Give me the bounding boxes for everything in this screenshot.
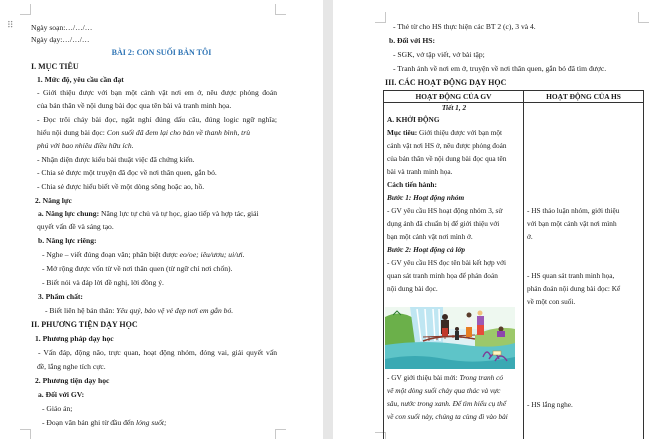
body-line: - Đọc trôi chảy bài đọc, ngắt nghỉ đúng dấu câu, đúng logic ngữ nghĩa; [37,115,277,124]
section-heading-teaching-means: II. PHƯƠNG TIỆN DẠY HỌC [31,320,138,329]
cell-line: - GV yêu cầu HS đọc tên bài kết hợp với [387,258,507,267]
body-line [42,418,167,428]
cell-line: bạn một cảnh vật nơi mình ở. [387,232,473,241]
body-line: - Chia sẻ được hiểu biết về một dòng sông hoặc ao, hồ. [37,182,205,191]
body-text: Năng lực tự chủ và tự học, giao tiếp và hợp tác, giải [99,209,259,218]
body-line: - Giáo án; [42,404,73,413]
body-line: - Giới thiệu được với bạn một cảnh vật nơi em ở, nêu được phỏng đoán [37,88,277,97]
objective-label: Mục tiêu: [387,128,418,137]
body-italic-text: eo/oe; iêu/ươu; ui/ưi. [179,250,245,259]
label-for-students: b. Đối với HS: [389,36,435,45]
cell-line: phán đoán nội dung bài đọc: Kể [527,284,621,293]
body-line: quyết vấn đề và sáng tạo. [37,222,114,231]
cell-line: của bản thân về nội dung bài đọc qua tên [387,154,507,163]
body-line: phú với bao nhiêu điều hữu ích. [37,141,134,150]
body-line: - Tranh ảnh về nơi em ở, truyện về nơi thân quen, gắn bó đã tìm được. [393,64,607,73]
label-specific-competency: b. Năng lực riêng: [38,236,97,245]
cell-line: - HS quan sát tranh minh họa, [527,271,615,280]
margin-crop-mark [275,4,286,15]
cell-line: về con suối này, chúng ta cùng đi vào bài [387,412,508,421]
margin-crop-mark [638,12,649,23]
subheading-requirements: 1. Mức độ, yêu cầu cần đạt [37,75,124,84]
body-line: - Nhận diện được kiểu bài thuật việc đã chứng kiến. [37,155,195,164]
period-label: Tiết 1, 2 [441,103,467,112]
lesson-illustration [385,307,515,369]
body-text: - Nghe – viết đúng đoạn văn; phân biệt được [42,250,180,259]
cell-line: cảnh vật nơi HS ở, nêu được phỏng đoán [387,141,507,150]
cell-line: nội dung bài đọc. [387,284,438,293]
margin-crop-mark [20,429,31,439]
margin-crop-mark [375,12,386,23]
cell-italic-text: Trong tranh có [459,373,503,382]
section-heading-objectives: I. MỤC TIÊU [31,62,79,71]
body-line [37,128,250,138]
column-divider [523,91,524,439]
cell-line: dụng ảnh đã chuẩn bị để giới thiệu với [387,219,500,228]
cell-line: vẽ một dòng suối chảy qua thác và vực [387,386,501,395]
drag-handle-icon[interactable]: ⠿ [7,20,15,30]
margin-crop-mark [20,4,31,15]
subheading-competencies: 2. Năng lực [35,196,72,205]
body-line: - Vấn đáp, động não, trực quan, hoạt động nhóm, đóng vai, giải quyết vấn [38,348,277,357]
procedure-label: Cách tiến hành: [387,180,437,189]
lesson-title: BÀI 2: CON SUỐI BẢN TÔI [111,48,212,57]
margin-crop-mark [275,429,286,439]
body-text: - Đoạn văn bản ghi từ đầu đến [42,418,136,427]
cell-line: ở. [527,232,533,241]
body-line [45,306,233,316]
cell-line: sâu, nước trong xanh. Để tìm hiểu cụ thể [387,399,507,408]
subheading-tools: 2. Phương tiện dạy học [35,376,110,385]
body-italic-text: lóng suốt; [135,418,167,427]
body-line [38,209,259,219]
part-heading-warmup: A. KHỞI ĐỘNG [387,115,440,124]
body-text: - Biết liên hệ bản thân: [45,306,117,315]
cell-line: - GV yêu cầu HS hoạt động nhóm 3, sử [387,206,503,215]
document-page-left[interactable] [0,0,323,439]
body-italic-text: Con suối đã đem lại cho bản về thanh bình, trù [106,128,251,137]
cell-text: Giới thiệu được với bạn một [417,128,503,137]
column-header-teacher: HOẠT ĐỘNG CỦA GV [415,92,492,101]
cell-line: bài và tranh minh họa. [387,167,453,176]
body-line: - SGK, vở tập viết, vở bài tập; [393,50,485,59]
cell-line: với bạn một cảnh vật nơi mình [527,219,617,228]
waterfall-illustration-icon [385,307,515,369]
body-italic-text: Yêu quý, bảo vệ vẻ đẹp nơi em gắn bó. [116,306,234,315]
body-line: - Mở rộng được vốn từ về nơi thân quen (từ ngữ chỉ nơi chốn). [42,264,233,273]
document-page-right[interactable] [333,0,650,439]
date-prepared: Ngày soạn:…/…/… [31,23,93,32]
label-for-teacher: a. Đối với GV: [38,390,85,399]
cell-line: - HS thảo luận nhóm, giới thiệu [527,206,620,215]
step-1-label: Bước 1: Hoạt động nhóm [387,193,465,202]
subheading-qualities: 3. Phẩm chất: [38,292,83,301]
cell-line: về một con suối. [527,297,576,306]
cell-line: - HS lắng nghe. [527,400,573,409]
cell-line: quan sát tranh minh họa để phán đoán [387,271,498,280]
body-line: - Biết nói và đáp lời đề nghị, lời đồng ý. [42,278,164,287]
cell-line [387,128,521,139]
section-heading-activities: III. CÁC HOẠT ĐỘNG DẠY HỌC [385,78,507,87]
cell-text: - GV giới thiệu bài mới: [387,373,460,382]
body-text: hiểu nội dung bài đọc: [37,128,107,137]
cell-line [387,373,521,384]
step-2-label: Bước 2: Hoạt động cả lớp [387,245,466,254]
activities-table [383,90,644,439]
date-taught: Ngày dạy:…/…/… [31,35,90,44]
body-line: - Chia sẻ được một truyện đã đọc về nơi thân quen, gắn bó. [37,168,217,177]
body-line [42,250,244,260]
body-line: đề, lắng nghe tích cực. [37,362,106,371]
subheading-methods: 1. Phương pháp dạy học [35,334,114,343]
body-line: - Thẻ từ cho HS thực hiện các BT 2 (c), 3 và 4. [393,22,536,31]
body-line: của bản thân về nội dung bài đọc qua tên bài và tranh minh họa. [37,101,232,110]
label-general-competency: a. Năng lực chung: [38,209,100,218]
column-header-student: HOẠT ĐỘNG CỦA HS [546,92,621,101]
